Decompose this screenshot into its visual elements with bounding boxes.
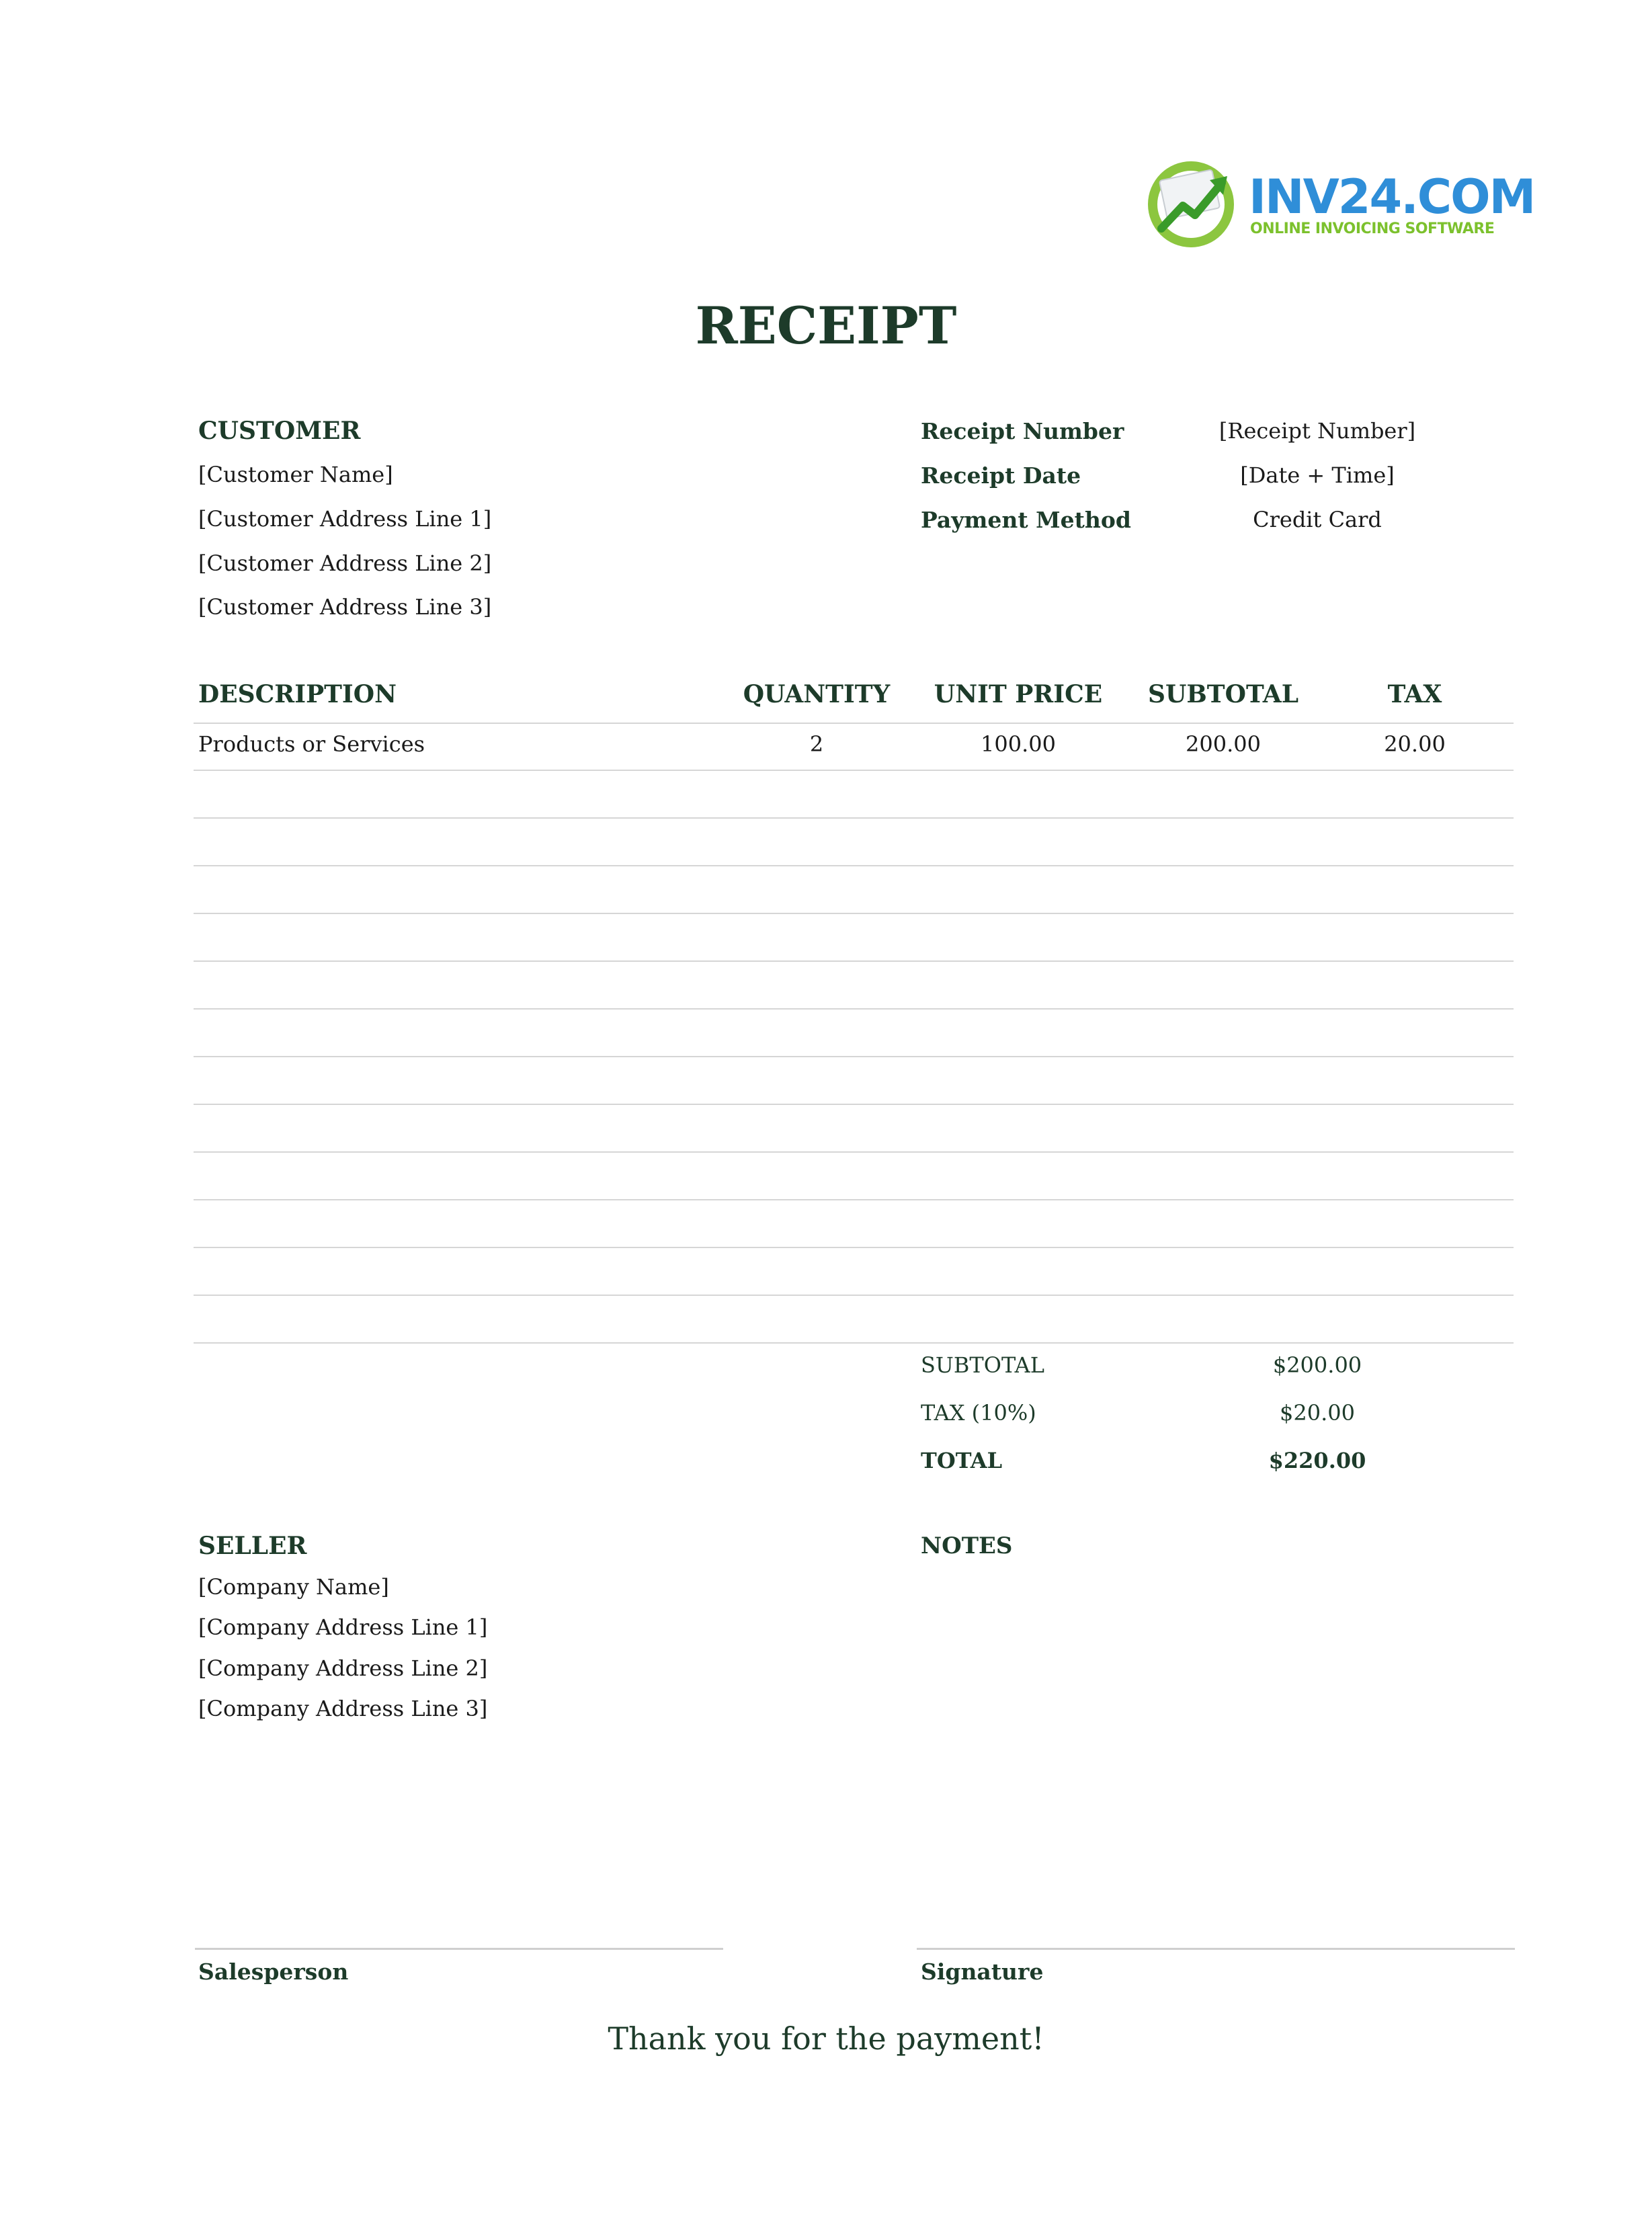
company-address-line-1: [Company Address Line 1] (198, 1614, 488, 1640)
logo-brand: INV24.COM (1249, 169, 1535, 224)
table-rule (194, 1104, 1514, 1105)
table-cell-quantity: 2 (809, 731, 824, 757)
table-rule (194, 1342, 1514, 1344)
salesperson-signature-line (195, 1948, 723, 1950)
signature-line (917, 1948, 1515, 1950)
table-rule (194, 770, 1514, 771)
table-rule (194, 1151, 1514, 1153)
table-rule (194, 723, 1514, 724)
signature-label: Signature (921, 1959, 1044, 1985)
company-address-line-3: [Company Address Line 3] (198, 1696, 488, 1721)
payment-method-label: Payment Method (921, 507, 1131, 533)
table-rule (194, 1056, 1514, 1057)
tax-value: $20.00 (1280, 1400, 1355, 1426)
column-header-tax: TAX (1387, 680, 1442, 708)
company-address-line-2: [Company Address Line 2] (198, 1655, 488, 1681)
table-rule (194, 817, 1514, 819)
table-rule (194, 1295, 1514, 1296)
table-rule (194, 1247, 1514, 1248)
customer-label: CUSTOMER (198, 417, 361, 445)
column-header-description: DESCRIPTION (198, 680, 397, 708)
thank-you-message: Thank you for the payment! (608, 2020, 1044, 2057)
table-rule (194, 1199, 1514, 1200)
document-growth-arrow-icon (1143, 156, 1243, 250)
total-value: $220.00 (1268, 1448, 1366, 1473)
table-cell-description: Products or Services (198, 731, 425, 757)
table-rule (194, 913, 1514, 914)
customer-address-line-1: [Customer Address Line 1] (198, 506, 492, 532)
column-header-unit-price: UNIT PRICE (934, 680, 1103, 708)
table-rule (194, 1008, 1514, 1010)
total-label: TOTAL (921, 1448, 1003, 1473)
column-header-quantity: QUANTITY (743, 680, 891, 708)
column-header-subtotal: SUBTOTAL (1147, 680, 1299, 708)
notes-label: NOTES (921, 1532, 1013, 1559)
company-name: [Company Name] (198, 1574, 389, 1600)
table-cell-subtotal: 200.00 (1186, 731, 1261, 757)
table-rule (194, 960, 1514, 962)
customer-address-line-2: [Customer Address Line 2] (198, 550, 492, 576)
table-cell-tax: 20.00 (1384, 731, 1446, 757)
receipt-number-value: [Receipt Number] (1219, 418, 1416, 444)
customer-address-line-3: [Customer Address Line 3] (198, 594, 492, 620)
salesperson-label: Salesperson (198, 1959, 349, 1985)
customer-name: [Customer Name] (198, 462, 393, 487)
table-cell-unit-price: 100.00 (981, 731, 1056, 757)
receipt-date-value: [Date + Time] (1240, 462, 1395, 488)
payment-method-value: Credit Card (1253, 507, 1382, 532)
subtotal-label: SUBTOTAL (921, 1352, 1044, 1378)
seller-label: SELLER (198, 1532, 307, 1560)
logo-tagline: ONLINE INVOICING SOFTWARE (1250, 220, 1495, 237)
page-title: RECEIPT (695, 296, 957, 356)
subtotal-value: $200.00 (1272, 1352, 1362, 1378)
receipt-number-label: Receipt Number (921, 418, 1124, 444)
tax-label: TAX (10%) (921, 1400, 1036, 1426)
receipt-date-label: Receipt Date (921, 462, 1081, 489)
table-rule (194, 865, 1514, 866)
